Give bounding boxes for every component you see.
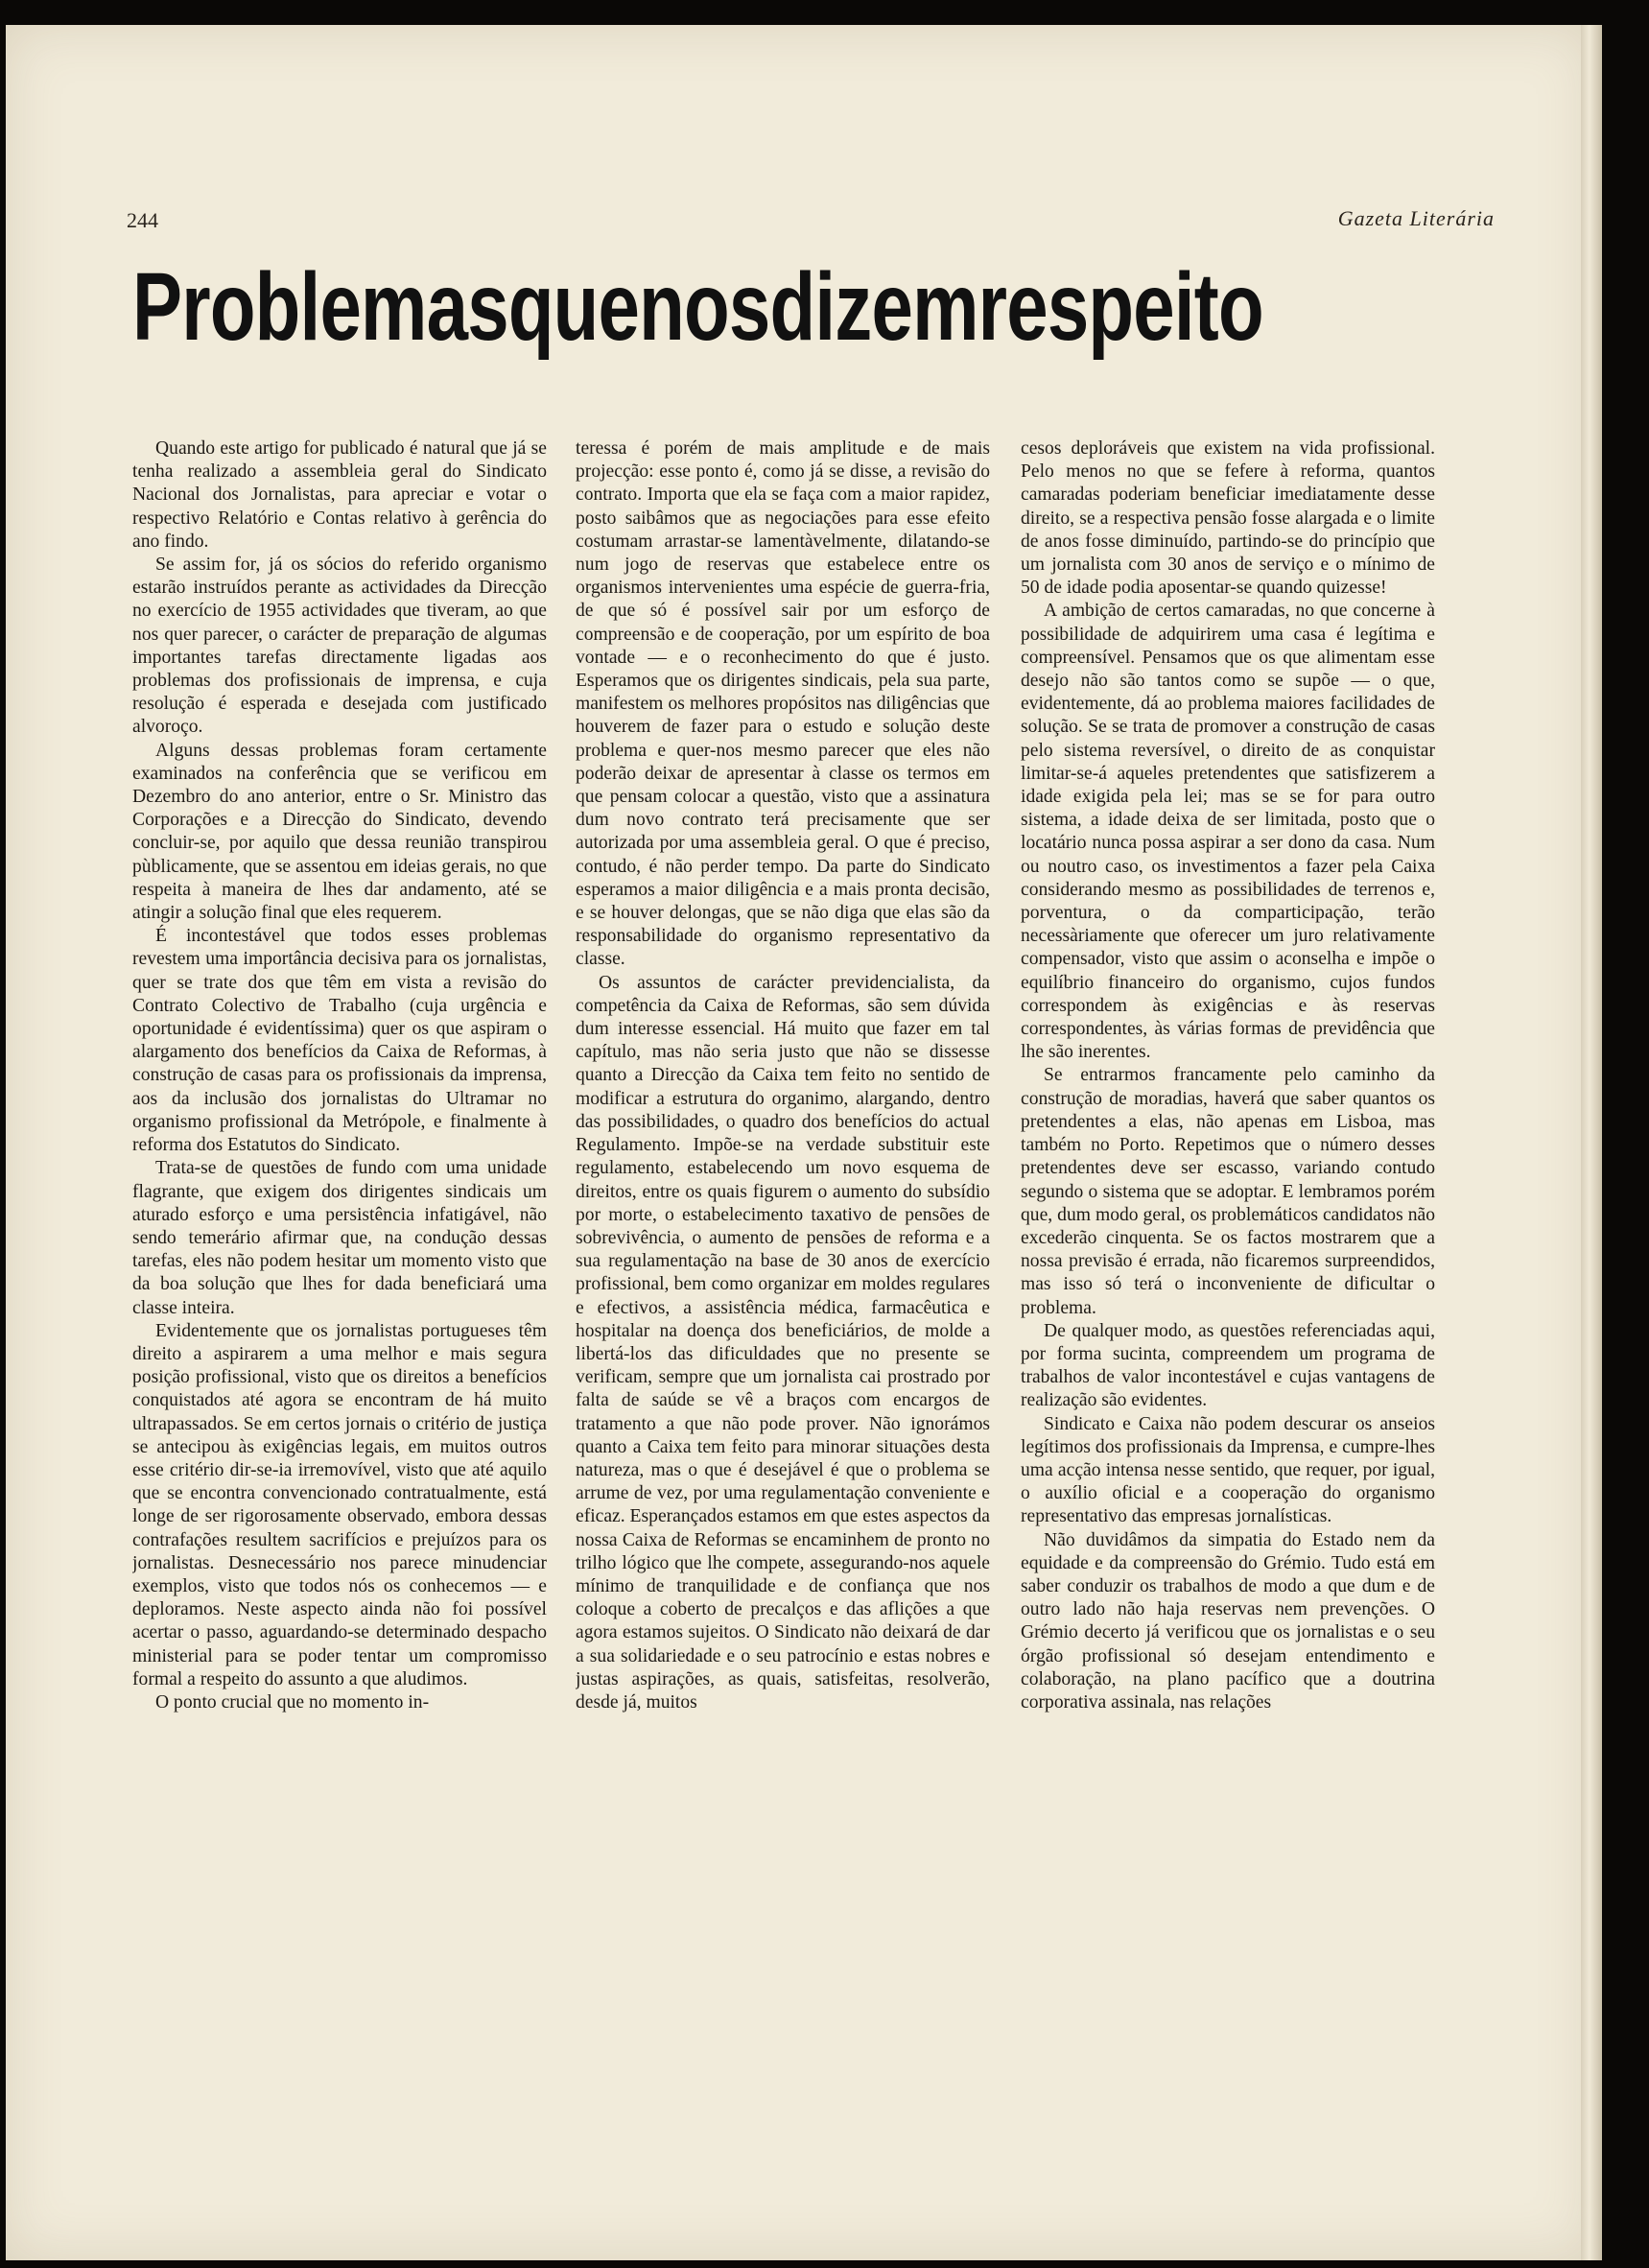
paragraph: Não duvidâmos da simpatia do Estado nem da equidade e da compreensão do Grémio. Tudo está em saber conduzir os trabalhos de modo a que dum e de outro lado não haja reservas nem prevenções. O Grémio decerto já verificou que os jornalistas e o seu órgão profissional só desejam entendimento e colaboração, na plano pacífico que a doutrina corporativa assinala, nas relações [1021, 1529, 1435, 1713]
paragraph: Se entrarmos francamente pelo caminho da construção de moradias, haverá que saber quantos os pretendentes a elas, não apenas em Lisboa, mas também no Porto. Repetimos que o número desses pretendentes deve ser escasso, variando contudo segundo o sistema que se adoptar. E lembramos porém que, dum modo geral, os problemáticos candidatos não excederão cinquenta. Se os factos mostrarem que a nossa previsão é errada, não ficaremos surpreendidos, mas isso só terá o inconveniente de dificultar o problema. [1021, 1065, 1435, 1318]
paragraph: Alguns dessas problemas foram certamente examinados na conferência que se verificou em Dezembro do ano anterior, entre o Sr. Ministro das Corporações e a Direcção do Sindicato, devendo concluir-se, por aquilo que dessa reunião transpirou pùblicamente, que se assentou em ideias gerais, no que respeita à maneira de lhes dar andamento, até se atingir a solução final que eles requerem. [132, 740, 547, 924]
page-number: 244 [127, 208, 158, 232]
paragraph: A ambição de certos camaradas, no que concerne à possibilidade de adquirirem uma casa é legítima e compreensível. Pensamos que os que alimentam esse desejo não são tantos como se supõe — o que, evidentemente, dá ao problema maiores facilidades de solução. Se se trata de promover a construção de casas pelo sistema reversível, o direito de as conquistar limitar-se-á aqueles pretendentes que satisfizerem a idade exigida pela lei; mas se se for para outro sistema, a idade deixa de ser limitada, posto que o locatário nunca possa aspirar a ser dono da casa. Num ou noutro caso, os investimentos a fazer pela Caixa considerando mesmo as possibilidades de terrenos e, porventura, o da comparticipação, terão necessàriamente que oferecer um juro relativamente compensador, visto que assim o aconselha e impõe o equilíbrio financeiro do organismo, cujos fundos correspondem às exigências e às reservas correspondentes, às várias formas de previdência que lhe são inerentes. [1021, 601, 1435, 1063]
title-word: que [507, 253, 640, 361]
title-word: respeito [978, 253, 1263, 361]
scan-border [1602, 0, 1649, 2268]
paragraph: O ponto crucial que no momento in- [155, 1691, 430, 1713]
paragraph: teressa é porém de mais amplitude e de mais projecção: esse ponto é, como já se disse, a revisão do contrato. Importa que ela se faça com a maior rapidez, posto saibâmos que as negociações para esse efeito costumam arrastar-se lamentàvelmente, dilatando-se num jogo de reservas que estabelece entre os organismos intervenientes uma espécie de guerra-fria, de que só é possível sair por um esforço de compreensão e de cooperação, por um espírito de boa vontade — e o reconhecimento do que é justo. Esperamos que os dirigentes sindicais, pela sua parte, manifestem os melhores propósitos nas diligências que houverem de fazer para o estudo e solução deste problema e quer-nos mesmo parecer que eles não poderão deixar de apresentar à classe os termos em que pensam colocar a questão, visto que a assinatura dum novo contrato terá precisamente que ser autorizada por uma assembleia geral. O que é preciso, contudo, é não perder tempo. Da parte do Sindicato esperamos a maior diligência e a mais pronta decisão, e se houver delongas, que se não diga que elas são da responsabilidade do organismo representativo da classe. [576, 438, 990, 970]
text-column-2 [576, 437, 990, 2107]
paragraph: É incontestável que todos esses problemas revestem uma importância decisiva para os jornalistas, quer se trate dos que têm em vista a revisão do Contrato Colectivo de Trabalho (cuja urgência e oportunidade é evidentíssima) quer os que aspiram o alargamento dos benefícios da Caixa de Reformas, à construção de casas para os profissionais da imprensa, aos da inclusão dos jornalistas do Ultramar no organismo profissional da Metrópole, e finalmente à reforma dos Estatutos do Sindicato. [132, 926, 547, 1156]
paragraph: cesos deploráveis que existem na vida profissional. Pelo menos no que se fefere à reforma, quantos camaradas poderiam beneficiar imediatamente desse direito, se a respectiva pensão fosse alargada e o limite de anos fosse diminuído, partindo-se do princípio que um jornalista com 30 anos de serviço e o mínimo de 50 de idade podia aposentar-se quando quizesse! [1021, 438, 1435, 599]
paragraph: Quando este artigo for publicado é natural que já se tenha realizado a assembleia geral do Sindicato Nacional dos Jornalistas, para apreciar e votar o respectivo Relatório e Contas relativo à gerência do ano findo. [132, 438, 547, 552]
paragraph: Se assim for, já os sócios do referido organismo estarão instruídos perante as actividades da Direcção no exercício de 1955 actividades que tiveram, ao que nos quer parecer, o carácter de preparação de algumas importantes tarefas directamente ligadas aos problemas dos profissionais de imprensa, e cuja resolução é esperada e desejada com justificado alvoroço. [132, 555, 547, 738]
paragraph: Trata-se de questões de fundo com uma unidade flagrante, que exigem dos dirigentes sindicais um aturado esforço e uma persistência infatigável, não sendo temerário afirmar que, na condução dessas tarefas, eles não podem hesitar um momento visto que da boa solução que lhes for dada beneficiará uma classe inteira. [132, 1158, 547, 1318]
paragraph: Sindicato e Caixa não podem descurar os anseios legítimos dos profissionais da Imprensa, e cumpre-lhes uma acção intensa nesse sentido, que requer, por igual, o auxílio oficial e a cooperação do organismo representativo das empresas jornalísticas. [1021, 1413, 1435, 1527]
text-column-3 [1021, 437, 1435, 2107]
article-title [132, 240, 1263, 374]
paragraph: De qualquer modo, as questões referenciadas aqui, por forma sucinta, compreendem um programa de trabalhos de valor incontestável e cujas vantagens de realização são evidentes. [1021, 1320, 1435, 1411]
title-word: dizem [769, 253, 978, 361]
page-edge [1581, 25, 1602, 2260]
text-column-1 [132, 437, 547, 2107]
title-word: Problemas [132, 253, 508, 361]
publication-title: Gazeta Literária [1337, 206, 1495, 230]
paragraph: Evidentemente que os jornalistas portugueses têm direito a aspirarem a uma melhor e mais segura posição profissional, visto que os direitos a benefícios conquistados até agora se encontram de há muito ultrapassados. Se em certos jornais o critério de justiça se antecipou às exigências legais, em muitos outros esse critério dir-se-ia irremovível, visto que até aquilo que se encontra convencionado contratualmente, está longe de ser rigorosamente observado, embora dessas contrafações resultem sacrifícios e prejuízos para os jornalistas. Desnecessário nos parece minudenciar exemplos, visto que todos nós os conhecemos — e deploramos. Neste aspecto ainda não foi possível acertar o passo, aguardando-se determinado despacho ministerial para se poder tentar um compromisso formal a respeito do assunto a que aludimos. [132, 1320, 547, 1689]
title-word: nos [639, 253, 770, 361]
paragraph: Os assuntos de carácter previdencialista, da competência da Caixa de Reformas, são sem dúvida dum interesse essencial. Há muito que fazer em tal capítulo, mas não seria justo que não se dissesse quanto a Direcção da Caixa tem feito no sentido de modificar a estrutura do organimo, alargando, dentro das possibilidades, o quadro dos benefícios do actual Regulamento. Impõe-se na verdade substituir este regulamento, estabelecendo um novo esquema de direitos, entre os quais figurem o aumento do subsídio por morte, o estabelecimento taxativo de pensões de sobrevivência, o aumento de pensões de reforma e a sua regulamentação na base de 30 anos de exercício profissional, bem como organizar em moldes regulares e efectivos, a assistência médica, farmacêutica e hospitalar na doença dos beneficiários, de molde a libertá-los das dificuldades que no presente se verificam, sempre que um jornalista cai prostrado por falta de saúde se vê a braços com encargos de tratamento a que não pode prover. Não ignorámos quanto a Caixa tem feito para minorar situações desta natureza, mas o que é desejável é que o problema se arrume de vez, por uma regulamentação conveniente e eficaz. Esperançados estamos em que estes aspectos da nossa Caixa de Reformas se encaminhem de pronto no trilho lógico que lhe compete, assegurando-nos aquele mínimo de tranquilidade e de confiança que nos coloque a coberto de precalços e das aflições a que agora estamos sujeitos. O Sindicato não deixará de dar a sua solidariedade e o seu patrocínio e estas nobres e justas aspirações, as quais, satisfeitas, resolverão, desde já, muitos [576, 972, 990, 1713]
